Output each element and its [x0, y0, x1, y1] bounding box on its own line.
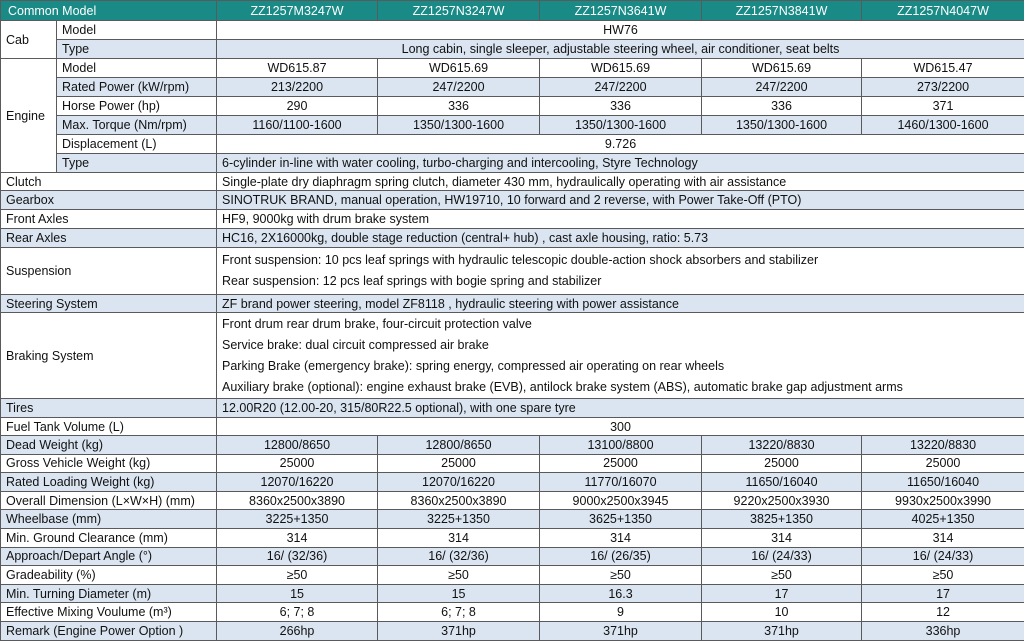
cell-value: 17 [862, 584, 1024, 603]
row-label: Gross Vehicle Weight (kg) [1, 454, 217, 473]
cell-value: 12070/16220 [378, 473, 540, 492]
row-label: Approach/Depart Angle (°) [1, 547, 217, 566]
row-label: Tires [1, 399, 217, 418]
cell-value: 11770/16070 [540, 473, 702, 492]
cell-value: 314 [378, 528, 540, 547]
cell-value: 3225+1350 [217, 510, 378, 529]
table-row [1, 248, 1024, 295]
cell-value: 13220/8830 [862, 436, 1024, 455]
cell-value: 13100/8800 [540, 436, 702, 455]
cell-value: 16.3 [540, 584, 702, 603]
cell-value: HC16, 2X16000kg, double stage reduction (central+ hub) , cast axle housing, ratio: 5.73 [217, 229, 1024, 248]
cell-value: 12070/16220 [217, 473, 378, 492]
cell-value: 314 [702, 528, 862, 547]
suspension-line: Rear suspension: 12 pcs leaf springs with bogie spring and stabilizer [222, 271, 1019, 292]
row-label: Horse Power (hp) [57, 97, 217, 116]
cell-value: 9 [540, 603, 702, 622]
cell-value: 336hp [862, 621, 1024, 640]
table-row [1, 491, 1024, 510]
cell-value: 16/ (26/35) [540, 547, 702, 566]
cell-value: 371hp [540, 621, 702, 640]
cell-value: 4025+1350 [862, 510, 1024, 529]
row-label: Fuel Tank Volume (L) [1, 418, 217, 436]
cell-value: ≥50 [540, 566, 702, 585]
table-row [1, 116, 1024, 135]
table-row [1, 78, 1024, 97]
table-row [1, 191, 1024, 210]
row-label: Type [57, 40, 217, 59]
cell-value: 3225+1350 [378, 510, 540, 529]
cell-value: Single-plate dry diaphragm spring clutch, diameter 430 mm, hydraulically operating with air assistance [217, 173, 1024, 191]
cell-value: SINOTRUK BRAND, manual operation, HW19710, 10 forward and 2 reverse, with Power Take-Off (PTO) [217, 191, 1024, 210]
cell-value: 12 [862, 603, 1024, 622]
cell-value: 11650/16040 [862, 473, 1024, 492]
cell-value: 213/2200 [217, 78, 378, 97]
cell-value: 6; 7; 8 [378, 603, 540, 622]
braking-line: Auxiliary brake (optional): engine exhaust brake (EVB), antilock brake system (ABS), automatic brake gap adjustment arms [222, 377, 1019, 398]
table-row [1, 210, 1024, 229]
model-column-header: ZZ1257N3841W [702, 1, 862, 21]
row-label: Clutch [1, 173, 217, 191]
table-row [1, 603, 1024, 622]
spec-rows [1, 436, 1024, 641]
table-row [1, 621, 1024, 640]
cell-value: 247/2200 [378, 78, 540, 97]
cell-value: ≥50 [217, 566, 378, 585]
table-row [1, 418, 1024, 436]
group-label-engine: Engine [1, 59, 57, 173]
cell-value: 12.00R20 (12.00-20, 315/80R22.5 optional), with one spare tyre [217, 399, 1024, 418]
cell-value: 11650/16040 [702, 473, 862, 492]
cell-value: 16/ (32/36) [378, 547, 540, 566]
group-label-cab: Cab [1, 21, 57, 59]
cell-value: 9930x2500x3990 [862, 491, 1024, 510]
cell-value: 17 [702, 584, 862, 603]
suspension-line: Front suspension: 10 pcs leaf springs with hydraulic telescopic double-action shock absorbers and stabilizer [222, 250, 1019, 271]
cell-value: 336 [702, 97, 862, 116]
model-column-header: ZZ1257N3247W [378, 1, 540, 21]
header-row [1, 1, 1024, 21]
cell-value: 25000 [862, 454, 1024, 473]
cell-value: 15 [378, 584, 540, 603]
row-label: Steering System [1, 295, 217, 313]
row-label: Min. Ground Clearance (mm) [1, 528, 217, 547]
cell-value: WD615.87 [217, 59, 378, 78]
braking-line: Parking Brake (emergency brake): spring energy, compressed air operating on rear wheels [222, 356, 1019, 377]
cell-value: 16/ (24/33) [862, 547, 1024, 566]
cell-value: WD615.69 [378, 59, 540, 78]
model-column-header: ZZ1257N4047W [862, 1, 1024, 21]
table-row [1, 97, 1024, 116]
cell-value: 8360x2500x3890 [378, 491, 540, 510]
cell-value: 12800/8650 [217, 436, 378, 455]
cell-value: 300 [217, 418, 1024, 436]
cell-value: 1350/1300-1600 [378, 116, 540, 135]
table-row [1, 295, 1024, 313]
table-row [1, 229, 1024, 248]
row-label: Effective Mixing Voulume (m³) [1, 603, 217, 622]
table-row [1, 473, 1024, 492]
cell-value: 16/ (32/36) [217, 547, 378, 566]
row-label: Displacement (L) [57, 135, 217, 154]
cell-value: HF9, 9000kg with drum brake system [217, 210, 1024, 229]
table-row [1, 59, 1024, 78]
table-row [1, 154, 1024, 173]
row-label: Rated Power (kW/rpm) [57, 78, 217, 97]
cell-value: WD615.69 [702, 59, 862, 78]
row-label: Remark (Engine Power Option ) [1, 621, 217, 640]
row-label: Suspension [1, 248, 217, 295]
cell-value: WD615.69 [540, 59, 702, 78]
cell-value: ZF brand power steering, model ZF8118 , hydraulic steering with power assistance [217, 295, 1024, 313]
cell-value [217, 313, 1024, 399]
table-row [1, 510, 1024, 529]
cell-value: 15 [217, 584, 378, 603]
cell-value: 25000 [217, 454, 378, 473]
table-row [1, 173, 1024, 191]
cell-value: 1350/1300-1600 [540, 116, 702, 135]
cell-value: 266hp [217, 621, 378, 640]
row-label: Gearbox [1, 191, 217, 210]
table-row [1, 547, 1024, 566]
cell-value: HW76 [217, 21, 1024, 40]
cell-value: ≥50 [702, 566, 862, 585]
table-row [1, 40, 1024, 59]
cell-value: 371 [862, 97, 1024, 116]
model-column-header: ZZ1257M3247W [217, 1, 378, 21]
row-label: Model [57, 21, 217, 40]
table-row [1, 566, 1024, 585]
row-label: Overall Dimension (L×W×H) (mm) [1, 491, 217, 510]
cell-value: ≥50 [862, 566, 1024, 585]
header-label: Common Model [1, 1, 217, 21]
cell-value: 336 [540, 97, 702, 116]
cell-value: 290 [217, 97, 378, 116]
cell-value [217, 248, 1024, 295]
row-label: Dead Weight (kg) [1, 436, 217, 455]
table-row [1, 313, 1024, 399]
row-label: Model [57, 59, 217, 78]
cell-value: 9220x2500x3930 [702, 491, 862, 510]
cell-value: 371hp [702, 621, 862, 640]
cell-value: 25000 [702, 454, 862, 473]
cell-value: 25000 [378, 454, 540, 473]
row-label: Front Axles [1, 210, 217, 229]
table-row [1, 454, 1024, 473]
cell-value: 1350/1300-1600 [702, 116, 862, 135]
row-label: Rated Loading Weight (kg) [1, 473, 217, 492]
cell-value: 314 [217, 528, 378, 547]
row-label: Rear Axles [1, 229, 217, 248]
cell-value: 12800/8650 [378, 436, 540, 455]
row-label: Type [57, 154, 217, 173]
cell-value: 10 [702, 603, 862, 622]
cell-value: 16/ (24/33) [702, 547, 862, 566]
cell-value: 314 [540, 528, 702, 547]
table-row [1, 21, 1024, 40]
model-column-header: ZZ1257N3641W [540, 1, 702, 21]
row-label: Braking System [1, 313, 217, 399]
cell-value: 6-cylinder in-line with water cooling, turbo-charging and intercooling, Styre Technology [217, 154, 1024, 173]
cell-value: 3625+1350 [540, 510, 702, 529]
cell-value: 8360x2500x3890 [217, 491, 378, 510]
table-row [1, 135, 1024, 154]
row-label: Max. Torque (Nm/rpm) [57, 116, 217, 135]
cell-value: 25000 [540, 454, 702, 473]
cell-value: 247/2200 [702, 78, 862, 97]
cell-value: 273/2200 [862, 78, 1024, 97]
cell-value: 1460/1300-1600 [862, 116, 1024, 135]
table-row [1, 436, 1024, 455]
cell-value: 336 [378, 97, 540, 116]
cell-value: 314 [862, 528, 1024, 547]
cell-value: 371hp [378, 621, 540, 640]
cell-value: 3825+1350 [702, 510, 862, 529]
table-row [1, 399, 1024, 418]
cell-value: ≥50 [378, 566, 540, 585]
row-label: Gradeability (%) [1, 566, 217, 585]
cell-value: WD615.47 [862, 59, 1024, 78]
braking-line: Service brake: dual circuit compressed air brake [222, 335, 1019, 356]
cell-value: 9.726 [217, 135, 1024, 154]
cell-value: 1160/1100-1600 [217, 116, 378, 135]
braking-line: Front drum rear drum brake, four-circuit protection valve [222, 314, 1019, 335]
cell-value: 247/2200 [540, 78, 702, 97]
cell-value: 9000x2500x3945 [540, 491, 702, 510]
cell-value: Long cabin, single sleeper, adjustable steering wheel, air conditioner, seat belts [217, 40, 1024, 59]
cell-value: 13220/8830 [702, 436, 862, 455]
row-label: Wheelbase (mm) [1, 510, 217, 529]
cell-value: 6; 7; 8 [217, 603, 378, 622]
table-row [1, 584, 1024, 603]
row-label: Min. Turning Diameter (m) [1, 584, 217, 603]
table-row [1, 528, 1024, 547]
